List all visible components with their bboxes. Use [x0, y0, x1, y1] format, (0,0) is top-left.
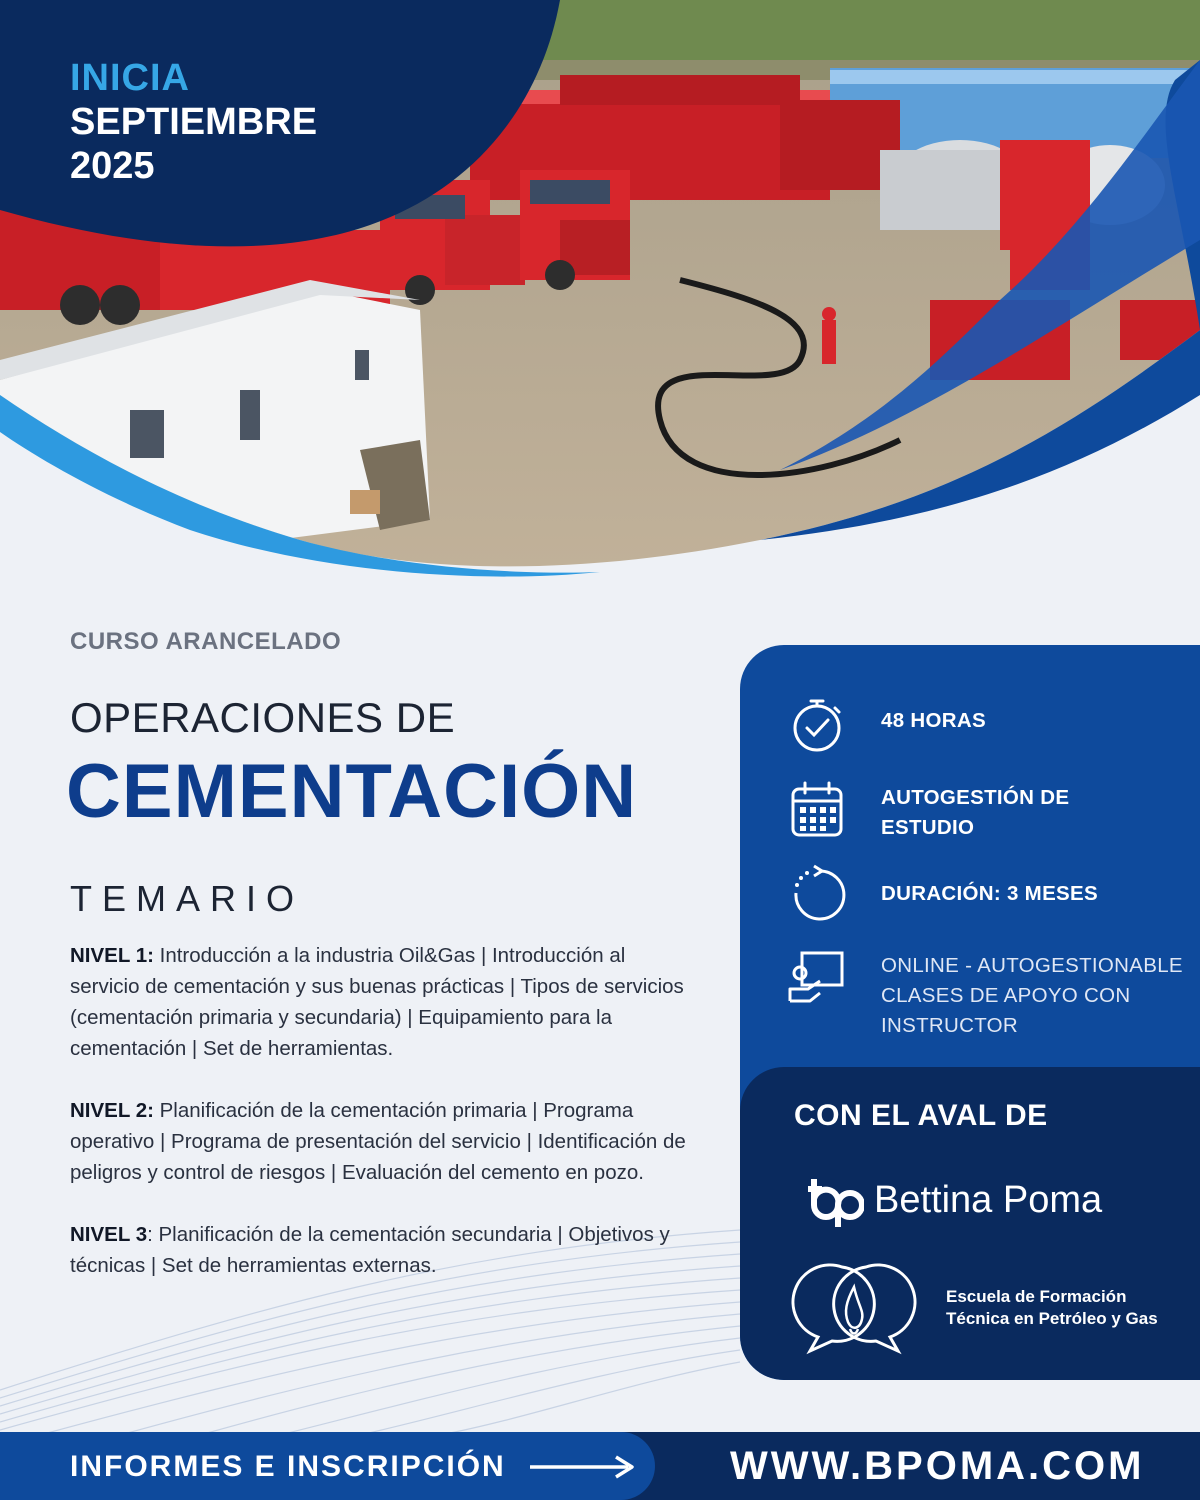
level-2: [70, 1095, 700, 1188]
bp-name: Bettina Poma: [874, 1179, 1103, 1221]
level-1-text: Introducción a la industria Oil&Gas | Introducción al servicio de cementación y sus buenas prácticas | Tipos de servicios (cementación primaria y secundaria) | Equipamiento para la cementación | Set de herramientas.: [70, 944, 684, 1060]
level-2-text: Planificación de la cementación primaria | Programa operativo | Programa de presentación del servicio | Identificación de peligros y control de riesgos | Evaluación del cemento en pozo.: [70, 1099, 686, 1184]
info-hours-text: 48 HORAS: [881, 709, 986, 732]
course-title-line2: CEMENTACIÓN: [66, 749, 638, 834]
start-year: 2025: [70, 145, 155, 187]
level-1-label: NIVEL 1:: [70, 944, 154, 967]
course-kicker: CURSO ARANCELADO: [70, 628, 342, 655]
syllabus-heading: TEMARIO: [70, 878, 305, 919]
start-month: SEPTIEMBRE: [70, 101, 318, 143]
level-3-label: NIVEL 3: [70, 1223, 148, 1246]
info-self-study-line1: AUTOGESTIÓN DE: [881, 786, 1070, 809]
start-label: INICIA: [70, 57, 190, 99]
endorsement-panel: [740, 1067, 1200, 1380]
course-info-panel: [740, 645, 1200, 1380]
footer-cta-tab[interactable]: [0, 1432, 655, 1500]
refresh-clock-icon: [786, 863, 848, 925]
escuela-logo: [788, 1257, 920, 1357]
escuela-line1: Escuela de Formación: [946, 1287, 1127, 1306]
info-duration-text: DURACIÓN: 3 MESES: [881, 882, 1098, 905]
footer-bar: [0, 1432, 1200, 1500]
level-3-text: : Planificación de la cementación secundaria | Objetivos y técnicas | Set de herramientas externas.: [70, 1223, 670, 1277]
info-online-line3: INSTRUCTOR: [881, 1014, 1019, 1037]
escuela-line2: Técnica en Petróleo y Gas: [946, 1309, 1158, 1328]
escuela-name: [946, 1286, 1158, 1330]
syllabus-levels: [70, 940, 700, 1312]
endorsement-title: CON EL AVAL DE: [794, 1099, 1048, 1132]
level-2-label: NIVEL 2:: [70, 1099, 154, 1122]
info-online-line2: CLASES DE APOYO CON: [881, 984, 1131, 1007]
calendar-icon: [786, 779, 848, 841]
footer-cta-label[interactable]: INFORMES E INSCRIPCIÓN: [70, 1450, 506, 1483]
arrow-right-icon: [528, 1454, 638, 1480]
course-title-line1: OPERACIONES DE: [70, 694, 456, 741]
start-date-block: [70, 56, 317, 188]
bp-logo: [804, 1175, 864, 1227]
info-online-line1: ONLINE - AUTOGESTIONABLE: [881, 954, 1183, 977]
info-self-study-text: [881, 783, 1069, 843]
level-3: [70, 1219, 700, 1281]
website-link[interactable]: WWW.BPOMA.COM: [730, 1444, 1145, 1488]
online-class-icon: [786, 949, 848, 1011]
clock-check-icon: [786, 695, 848, 757]
info-self-study-line2: ESTUDIO: [881, 816, 975, 839]
info-online-text: [881, 951, 1183, 1041]
level-1: [70, 940, 700, 1064]
